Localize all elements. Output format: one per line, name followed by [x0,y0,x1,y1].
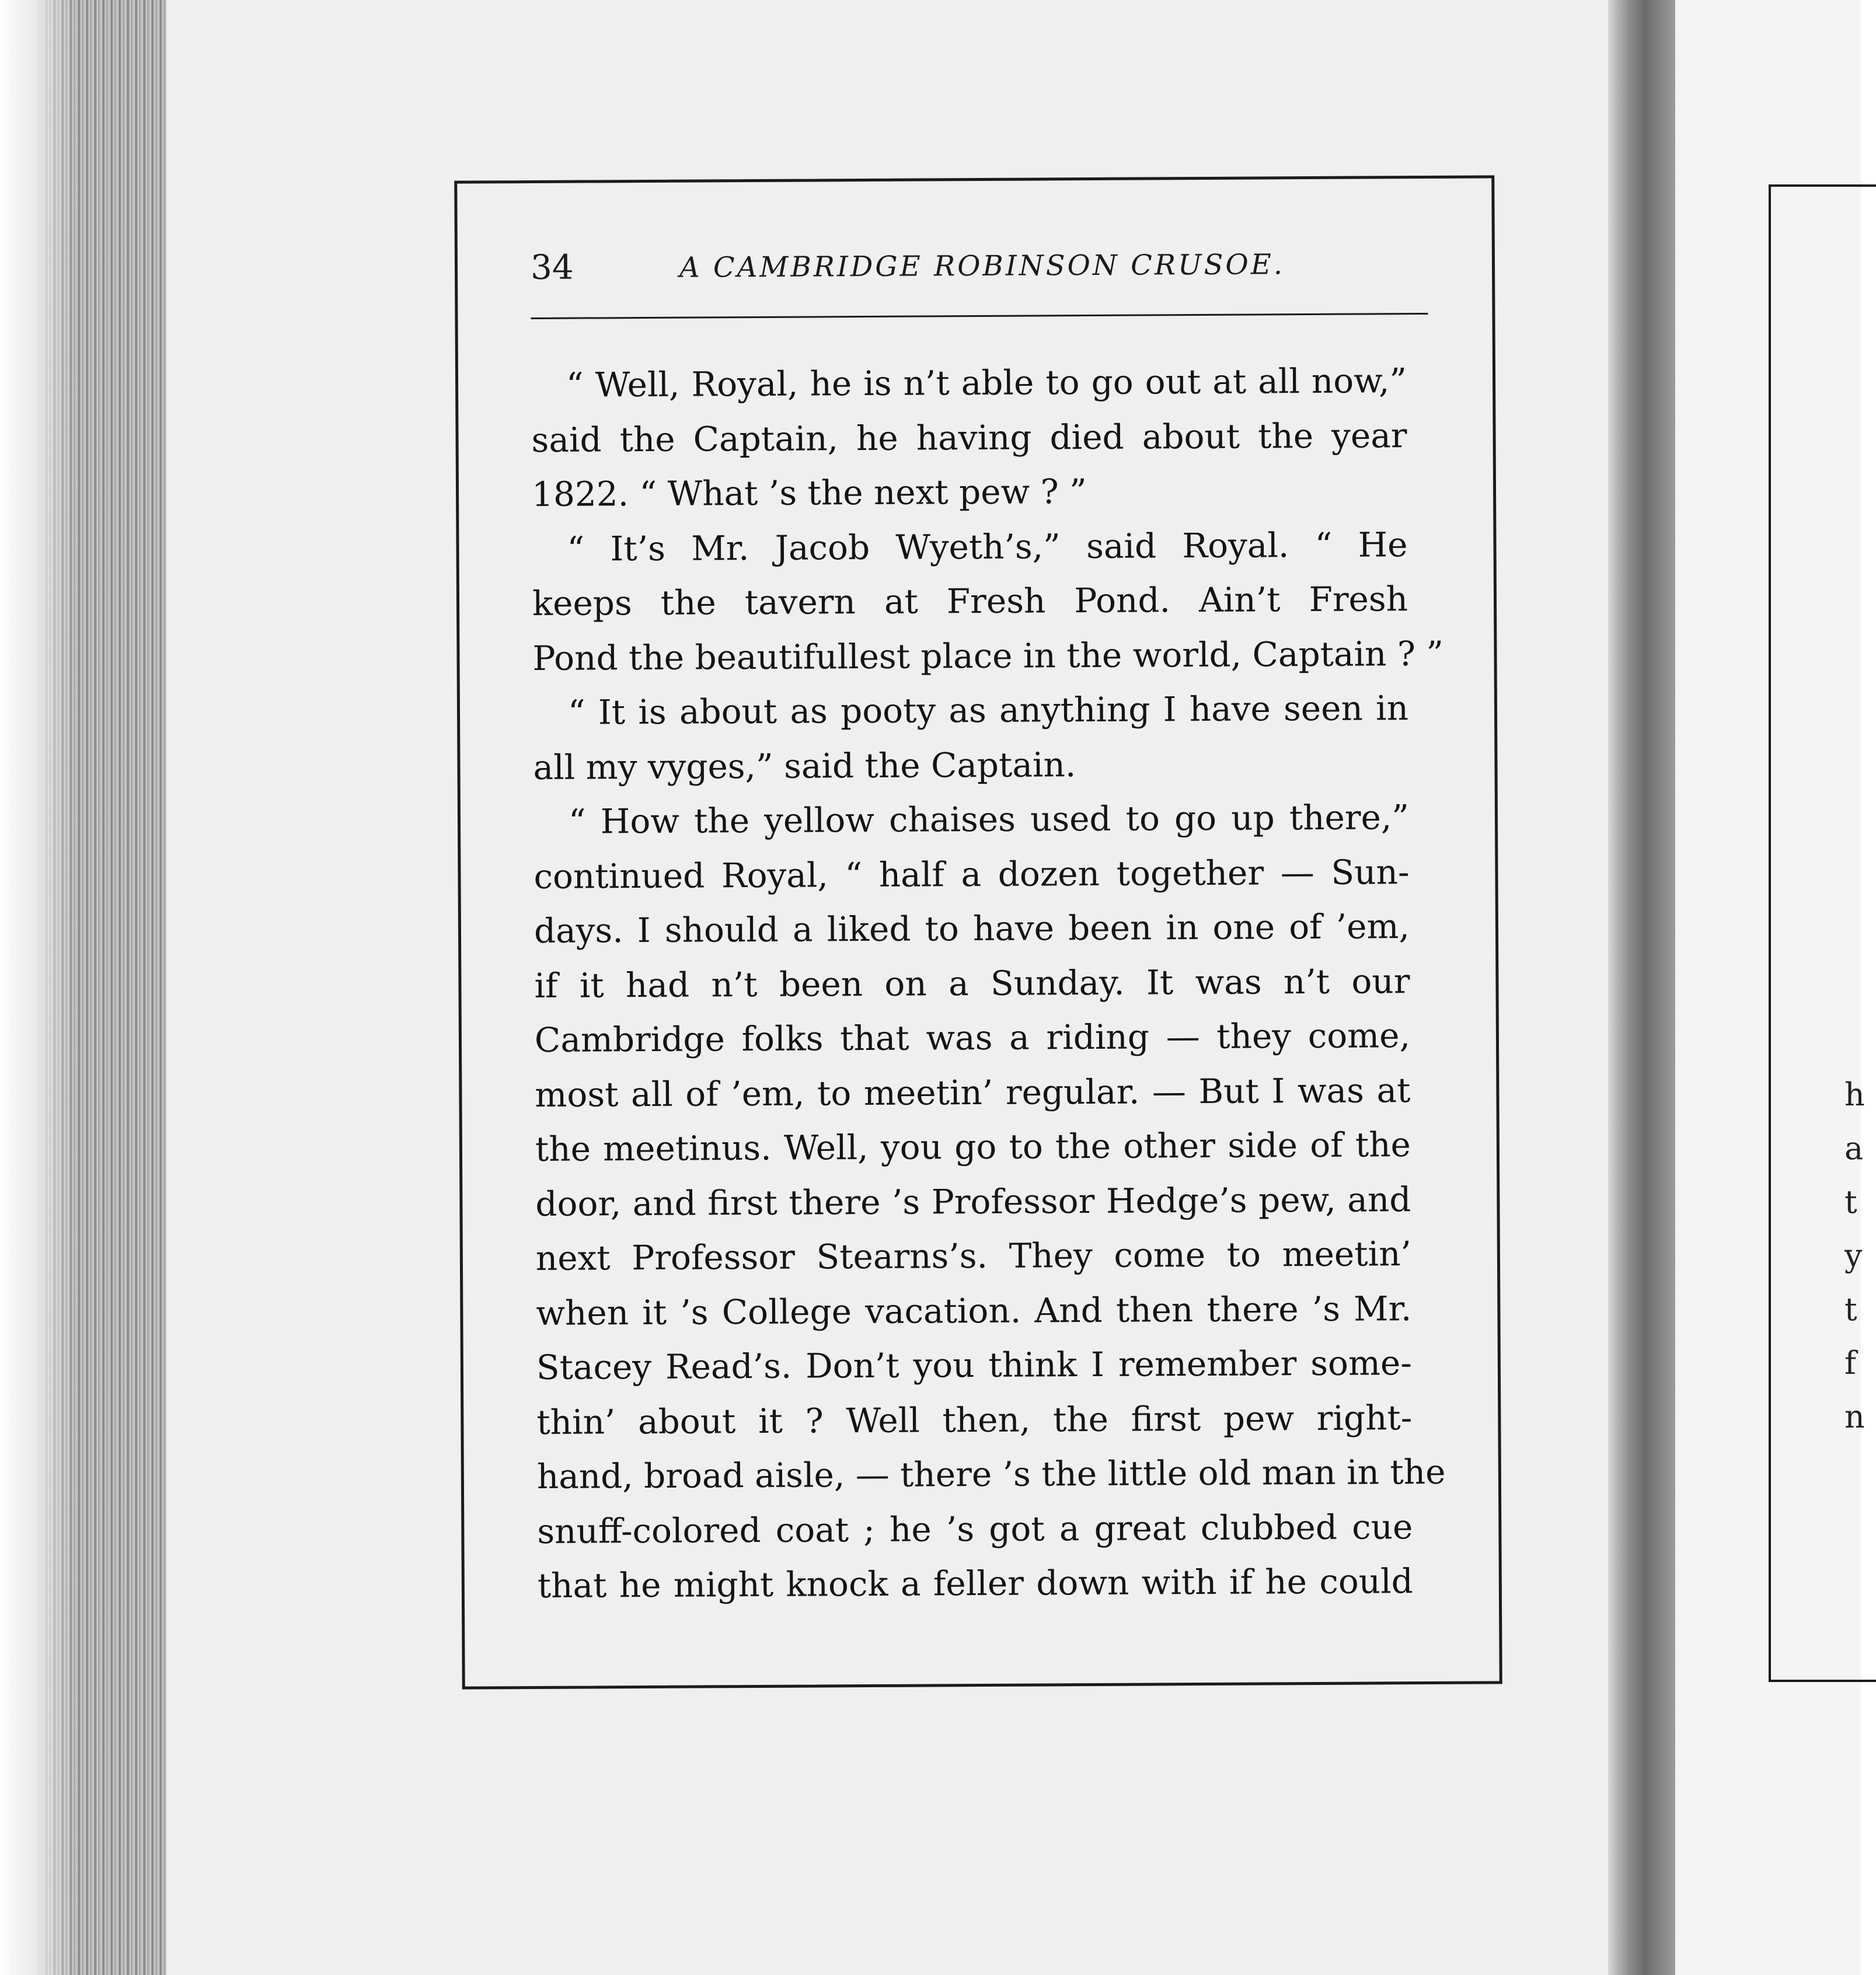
text-line: all my vyges,” said the Captain. [533,744,1076,787]
facing-letter: t [1844,1184,1857,1220]
text-line: thin’ about it ? Well then, the first pew right- [536,1397,1413,1442]
text-line: “ Well, Royal, he is n’t able to go out at all now,” [566,361,1407,405]
text-line: door, and first there ’s Professor Hedge’s pew, and [535,1179,1411,1224]
text-line: snuff-colored coat ; he ’s got a great clubbed cue [537,1506,1413,1551]
body-text [531,354,1446,1613]
text-line: Cambridge folks that was a riding — they come, [534,1016,1411,1060]
text-line: Stacey Read’s. Don’t you think I remember some- [536,1343,1413,1387]
facing-page-frame [1769,184,1876,1682]
facing-letter: t [1844,1291,1857,1328]
header-rule [531,313,1428,319]
text-line: keeps the tavern at Fresh Pond. Ain’t Fresh [532,579,1408,623]
text-frame [454,175,1502,1689]
text-line: “ It is about as pooty as anything I have seen in [567,688,1409,732]
text-line: Pond the beautifullest place in the world, Captain ? ” [532,633,1444,678]
facing-letter: f [1844,1345,1856,1381]
text-line: “ How the yellow chaises used to go up there,” [568,797,1410,842]
running-title: A CAMBRIDGE ROBINSON CRUSOE. [679,248,1285,284]
text-line: said the Captain, he having died about the year [531,415,1407,460]
page-number: 34 [530,247,574,287]
facing-letter: a [1844,1130,1864,1167]
text-line: continued Royal, “ half a dozen together — Sun- [533,852,1410,896]
text-line: hand, broad aisle, — there ’s the little old man in the [536,1451,1446,1496]
text-line: most all of ’em, to meetin’ regular. — But I was at [535,1070,1411,1115]
text-line: when it ’s College vacation. And then there ’s Mr. [536,1288,1412,1333]
facing-letter: n [1844,1398,1865,1435]
text-line: the meetinus. Well, you go to the other side of the [535,1125,1411,1169]
running-head [531,243,1428,294]
text-line: that he might knock a feller down with if he could [537,1561,1414,1606]
text-line: “ It’s Mr. Jacob Wyeth’s,” said Royal. “ He [567,524,1408,569]
facing-letter: y [1844,1237,1863,1274]
facing-letter: h [1844,1076,1865,1113]
text-line: 1822. “ What ’s the next pew ? ” [531,472,1087,514]
book-gutter [1608,0,1675,1975]
text-line: days. I should a liked to have been in one of ’em, [533,906,1410,951]
facing-page-text-fragments [1844,1068,1865,1444]
page-edge-shadow [0,0,76,1975]
text-line: if it had n’t been on a Sunday. It was n’t our [534,961,1410,1006]
text-line: next Professor Stearns’s. They come to meetin’ [535,1234,1412,1278]
